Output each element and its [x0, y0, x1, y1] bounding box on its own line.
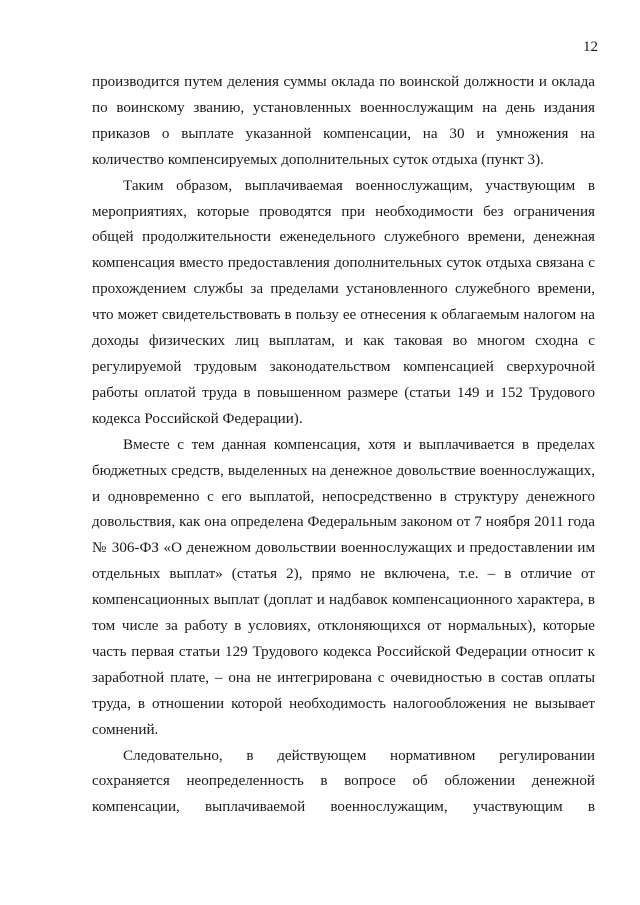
paragraph: Таким образом, выплачиваемая военнослужащим, участвующим в мероприятиях, которые проводятся при необходимости без ограничения общей продолжительности еженедельного служебного времени, денежная компенсация вместо предоставления дополнительных суток отдыха связана с прохождением службы за пределами установленного служебного времени, что может свидетельствовать в пользу ее отнесения к облагаемым налогом на доходы физических лиц выплатам, и как таковая во многом сходна с регулируемой трудовым законодательством компенсацией сверхурочной работы оплатой труда в повышенном размере (статьи 149 и 152 Трудового кодекса Российской Федерации). — [92, 177, 595, 427]
paragraph-continues-next-page: Следовательно, в действующем нормативном регулировании сохраняется неопределенность в вопросе об обложении денежной компенсации, выплачиваемой военнослужащим, участвующим в — [92, 747, 595, 816]
document-body — [92, 70, 595, 821]
page-number: 12 — [583, 39, 598, 55]
paragraph-continuation: производится путем деления суммы оклада по воинской должности и оклада по воинскому званию, установленных военнослужащим на день издания приказов о выплате указанной компенсации, на 30 и умножения на количество компенсируемых дополнительных суток отдыха (пункт 3). — [92, 74, 595, 168]
paragraph: Вместе с тем данная компенсация, хотя и выплачивается в пределах бюджетных средств, выделенных на денежное довольствие военнослужащих, и одновременно с его выплатой, непосредственно в структуру денежного довольствия, как она определена Федеральным законом от 7 ноября 2011 года № 306-ФЗ «О денежном довольствии военнослужащих и предоставлении им отдельных выплат» (статья 2), прямо не включена, т.е. – в отличие от компенсационных выплат (доплат и надбавок компенсационного характера, в том числе за работу в условиях, отклоняющихся от нормальных), которые часть первая статьи 129 Трудового кодекса Российской Федерации относит к заработной плате, – она не интегрирована с очевидностью в состав оплаты труда, в отношении которой необходимость налогообложения не вызывает сомнений. — [92, 436, 595, 738]
